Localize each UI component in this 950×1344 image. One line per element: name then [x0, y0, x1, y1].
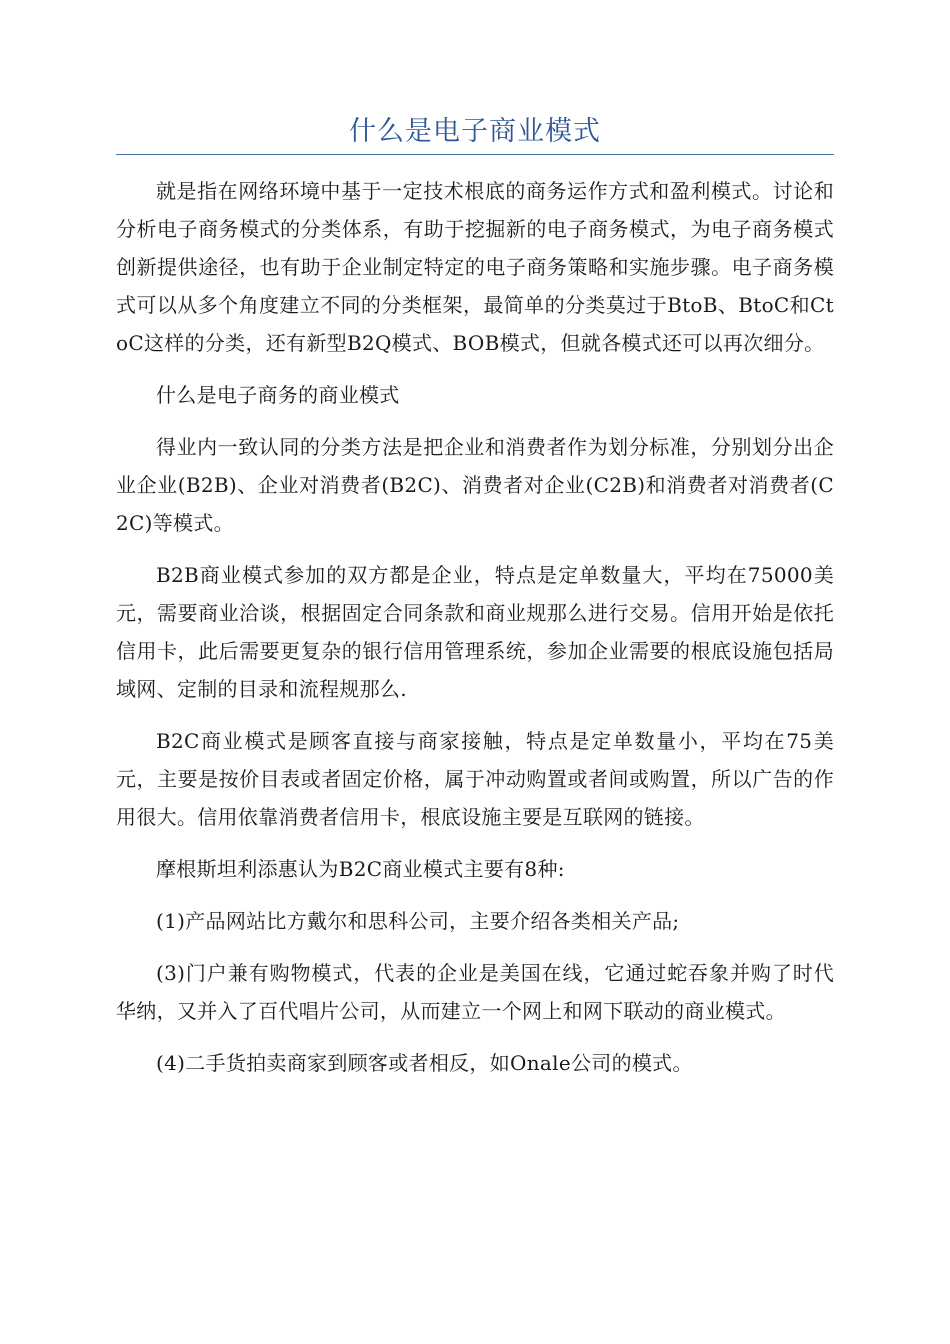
paragraph-b2b: B2B商业模式参加的双方都是企业，特点是定单数量大，平均在75000美元，需要商业洽谈，根据固定合同条款和商业规那么进行交易。信用开始是依托信用卡，此后需要更复杂的银行信用管理系统，参加企业需要的根底设施包括局域网、定制的目录和流程规那么.: [116, 563, 834, 701]
paragraph-item-3: (3)门户兼有购物模式，代表的企业是美国在线，它通过蛇吞象并购了时代华纳，又并入了百代唱片公司，从而建立一个网上和网下联动的商业模式。: [116, 961, 834, 1023]
paragraph-classification: 得业内一致认同的分类方法是把企业和消费者作为划分标准，分别划分出企业企业(B2B)、企业对消费者(B2C)、消费者对企业(C2B)和消费者对消费者(C2C)等模式。: [116, 435, 834, 535]
paragraph-item-1: (1)产品网站比方戴尔和思科公司，主要介绍各类相关产品;: [156, 909, 680, 933]
title-underline: [116, 154, 834, 155]
paragraph-item-4: (4)二手货拍卖商家到顾客或者相反，如Onale公司的模式。: [156, 1051, 693, 1075]
paragraph-subheading: 什么是电子商务的商业模式: [156, 383, 400, 407]
document-body: [116, 172, 834, 1096]
paragraph-intro: 就是指在网络环境中基于一定技术根底的商务运作方式和盈利模式。讨论和分析电子商务模式的分类体系，有助于挖掘新的电子商务模式，为电子商务模式创新提供途径，也有助于企业制定特定的电子商务策略和实施步骤。电子商务模式可以从多个角度建立不同的分类框架，最简单的分类莫过于BtoB、BtoC和CtoC这样的分类，还有新型B2Q模式、BOB模式，但就各模式还可以再次细分。: [116, 179, 834, 355]
paragraph-morgan-stanley: 摩根斯坦利添惠认为B2C商业模式主要有8种:: [156, 857, 565, 881]
paragraph-b2c: B2C商业模式是顾客直接与商家接触，特点是定单数量小，平均在75美元，主要是按价目表或者固定价格，属于冲动购置或者间或购置，所以广告的作用很大。信用依靠消费者信用卡，根底设施主要是互联网的链接。: [116, 729, 834, 829]
page-title: 什么是电子商业模式: [349, 116, 601, 147]
